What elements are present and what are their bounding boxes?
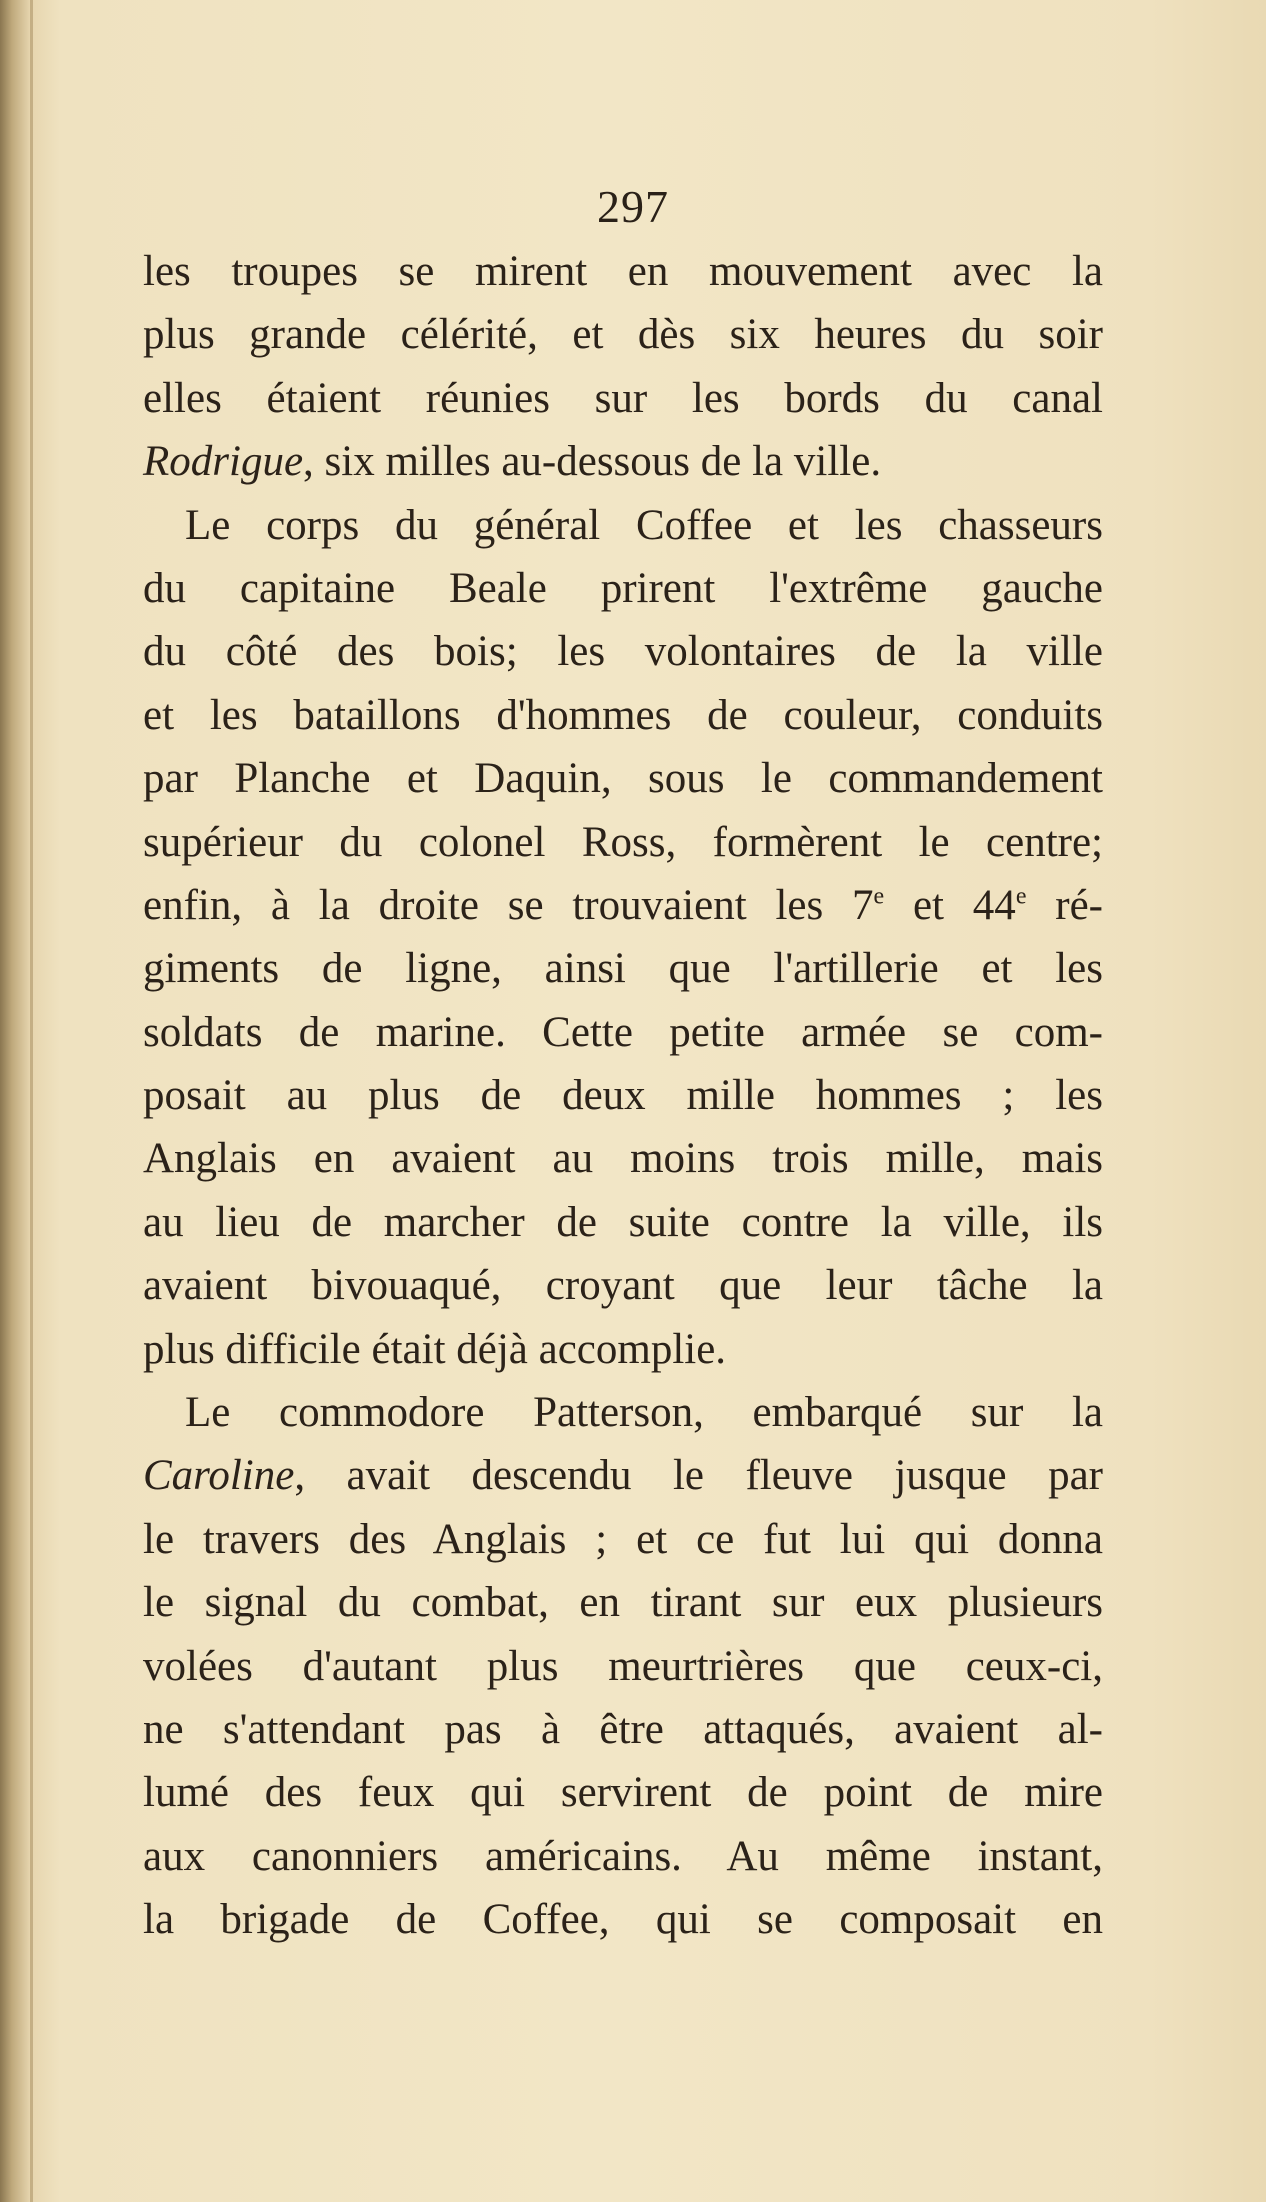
text-line: le signal du combat, en tirant sur eux plusieurs	[143, 1579, 1103, 1627]
text-line: soldats de marine. Cette petite armée se com-	[143, 1008, 1103, 1056]
text-line: avaient bivouaqué, croyant que leur tâche la	[143, 1262, 1103, 1310]
text-fragment: et 44	[884, 881, 1016, 929]
superscript: e	[1015, 883, 1027, 910]
text-fragment: , six milles au-dessous de la ville.	[303, 438, 882, 486]
text-line: plus difficile était déjà accomplie.	[143, 1325, 727, 1373]
binding-gutter	[30, 0, 33, 2202]
text-line: elles étaient réunies sur les bords du canal	[143, 374, 1103, 422]
text-line: Anglais en avaient au moins trois mille, mais	[143, 1135, 1103, 1183]
text-line: et les bataillons d'hommes de couleur, conduits	[143, 691, 1103, 739]
text-line: la brigade de Coffee, qui se composait en	[143, 1896, 1103, 1944]
text-line: du capitaine Beale prirent l'extrême gauche	[143, 564, 1103, 612]
page-number: 297	[597, 181, 669, 232]
text-line: ne s'attendant pas à être attaqués, avaient al-	[143, 1705, 1103, 1753]
text-line	[143, 874, 1103, 937]
text-line: giments de ligne, ainsi que l'artillerie et les	[143, 945, 1103, 993]
text-fragment: , avait descendu le fleuve jusque par	[294, 1452, 1103, 1500]
text-line: par Planche et Daquin, sous le commandement	[143, 755, 1103, 803]
italic-word: Caroline	[143, 1452, 295, 1500]
superscript: e	[873, 883, 885, 910]
text-line: le travers des Anglais ; et ce fut lui qui donna	[143, 1515, 1103, 1563]
text-line: lumé des feux qui servirent de point de mire	[143, 1769, 1103, 1817]
text-line	[143, 430, 1103, 493]
text-line: aux canonniers américains. Au même instant,	[143, 1832, 1103, 1880]
text-line: posait au plus de deux mille hommes ; les	[143, 1072, 1103, 1120]
text-line: du côté des bois; les volontaires de la ville	[143, 628, 1103, 676]
text-fragment: enfin, à la droite se trouvaient les 7	[143, 881, 874, 929]
text-line: les troupes se mirent en mouvement avec la	[143, 248, 1103, 295]
text-line: au lieu de marcher de suite contre la ville, ils	[143, 1198, 1103, 1246]
text-line: volées d'autant plus meurtrières que ceux-ci,	[143, 1642, 1103, 1690]
italic-word: Rodrigue	[143, 438, 304, 486]
text-line: supérieur du colonel Ross, formèrent le centre;	[143, 818, 1103, 866]
paragraph-start-line: Le commodore Patterson, embarqué sur la	[185, 1389, 1103, 1437]
text-line: plus grande célérité, et dès six heures du soir	[143, 311, 1103, 359]
paragraph-start-line: Le corps du général Coffee et les chasseurs	[185, 501, 1103, 549]
text-fragment: ré-	[1026, 881, 1103, 929]
body-text	[143, 240, 1103, 1952]
text-line	[143, 1444, 1103, 1507]
